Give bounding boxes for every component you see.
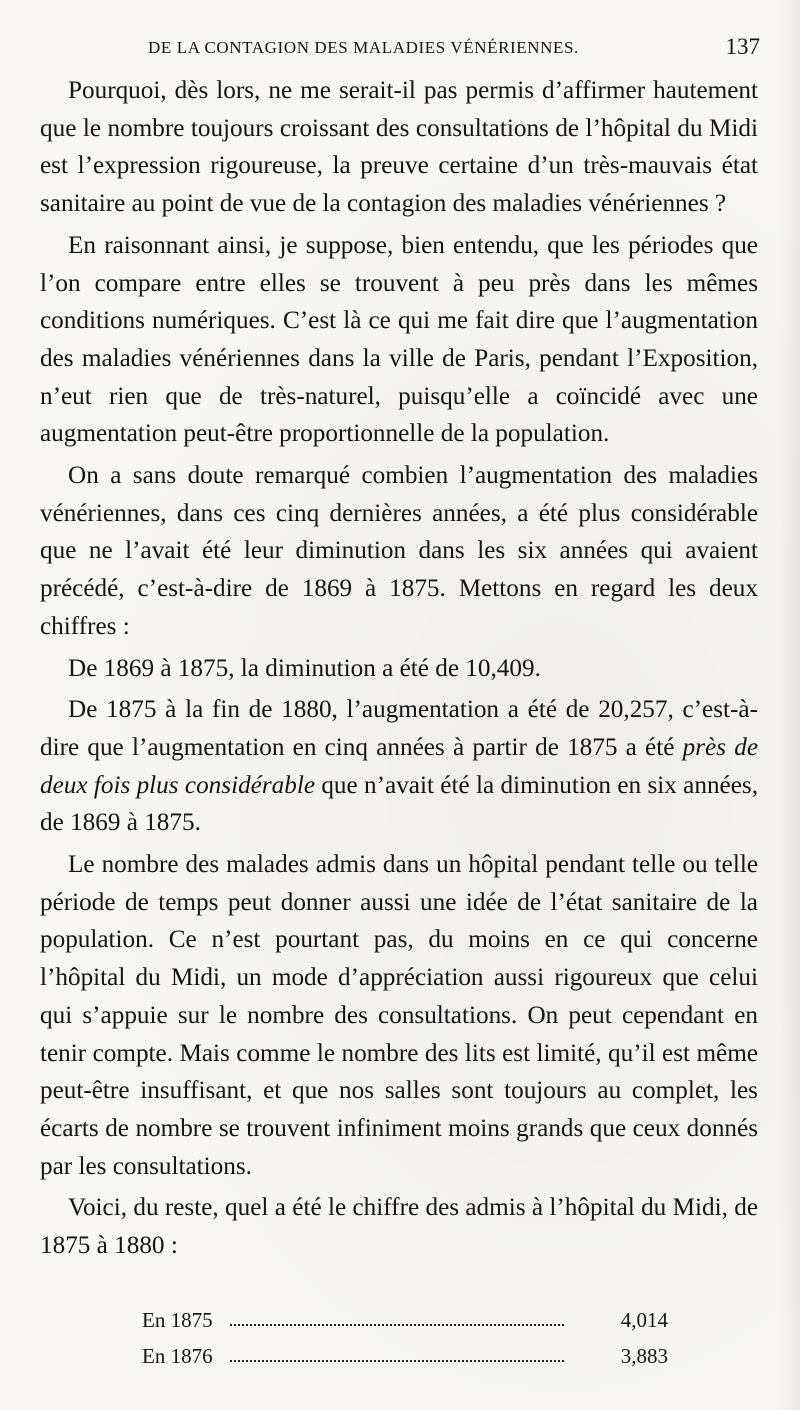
table-row xyxy=(90,1338,680,1374)
paragraph-4: De 1869 à 1875, la diminution a été de 10,409. xyxy=(68,654,541,682)
paragraph-5-text-b: que n’avait été la diminution en six années, de 1869 à 1875. xyxy=(40,771,758,837)
page-header xyxy=(148,34,760,64)
body-text xyxy=(40,72,758,1265)
table-row-value: 4,014 xyxy=(620,1308,668,1332)
paragraph-5-emphasis: près de deux fois plus considérable xyxy=(40,733,759,799)
paragraph-6: Le nombre des malades admis dans un hôpital pendant telle ou telle période de temps peut donner aussi une idée de l’état sanitaire de la population. Ce n’est pourtant pas, du moins en ce qui concerne l’hôpital du Midi, un mode d’appréciation aussi rigoureux que celui qui s’appuie sur le nombre des consultations. On peut cependant en tenir compte. Mais comme le nombre des lits est limité, qu’il est même peut-être insuffisant, et que nos salles sont toujours au complet, les écarts de nombre se trouvent infiniment moins grands que ceux donnés par les consultations. xyxy=(40,851,758,1180)
paragraph-3: On a sans doute remarqué combien l’augmentation des maladies vénériennes, dans ces cinq dernières années, a été plus considérable que ne l’avait été leur diminution dans les six années qui avaient précédé, c’est-à-dire de 1869 à 1875. Mettons en regard les deux chiffres : xyxy=(40,462,758,640)
paragraph-5 xyxy=(40,691,758,842)
dot-leader xyxy=(230,1324,564,1326)
paragraph-5-text-a: De 1875 à la fin de 1880, l’augmentation a été de 20,257, c’est-à-dire que l’augmentation en cinq années à partir de 1875 a été xyxy=(40,696,758,761)
dot-leader xyxy=(230,1360,564,1362)
table-row-value: 3,883 xyxy=(620,1344,668,1368)
paragraph-1: Pourquoi, dès lors, ne me serait-il pas permis d’affirmer hautement que le nombre toujours croissant des consultations de l’hôpital du Midi est l’expression rigoureuse, la preuve certaine d’un très-mauvais état sanitaire au point de vue de la contagion des maladies vénériennes ? xyxy=(40,77,758,218)
page-number: 137 xyxy=(725,34,760,59)
paragraph-2: En raisonnant ainsi, je suppose, bien entendu, que les périodes que l’on compare entre elles se trouvent à peu près dans les mêmes conditions numériques. C’est là ce qui me fait dire que l’augmentation des maladies vénériennes dans la ville de Paris, pendant l’Exposition, n’eut rien que de très-naturel, puisqu’elle a coïncidé avec une augmentation peut-être proportionnelle de la population. xyxy=(40,231,758,448)
table-row-year: En 1875 xyxy=(142,1308,213,1332)
admissions-table xyxy=(90,1302,680,1374)
table-row xyxy=(90,1302,680,1338)
running-title: DE LA CONTAGION DES MALADIES VÉNÉRIENNES. xyxy=(148,38,579,57)
paragraph-7: Voici, du reste, quel a été le chiffre des admis à l’hôpital du Midi, de 1875 à 1880 : xyxy=(40,1194,758,1260)
page-edge-shadow xyxy=(778,0,800,1410)
table-row-year: En 1876 xyxy=(142,1344,213,1368)
